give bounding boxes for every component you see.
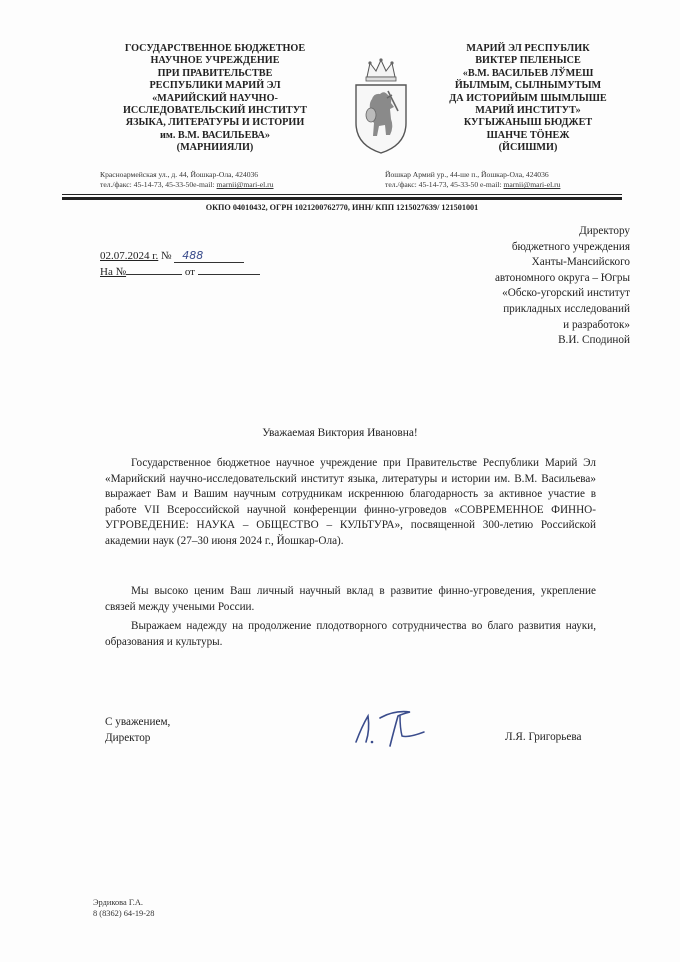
address-left-line2 (100, 180, 274, 190)
reference-date-blank (198, 274, 260, 275)
address-left-contacts: тел./факс: 45-14-73, 45-33-50e-mail: (100, 180, 217, 189)
addressee-line: В.И. Сподиной (558, 334, 630, 347)
salutation: Уважаемая Виктория Ивановна! (262, 427, 418, 439)
addressee-block (420, 224, 630, 349)
address-right-contacts: тел./факс: 45-14-73, 45-33-50 e-mail: (385, 180, 504, 189)
address-right-line1: Йошкар Армий ур., 44-ше п., Йошкар-Ола, 424036 (385, 170, 549, 179)
address-left (100, 170, 274, 190)
number-label: № (161, 250, 172, 262)
header-right-line: (ЙСИШМИ) (498, 142, 558, 154)
header-right-line: КУГЫЖАНЫШ БЮДЖЕТ (463, 117, 593, 129)
closing-block (105, 715, 170, 746)
registry-codes: ОКПО 04010432, ОГРН 1021200762770, ИНН/ КПП 1215027639/ 121501001 (205, 203, 479, 212)
header-left-line: ГОСУДАРСТВЕННОЕ БЮДЖЕТНОЕ (124, 43, 306, 54)
header-divider-thin (62, 194, 622, 195)
header-left-line: (МАРНИИЯЛИ) (176, 142, 254, 154)
header-right-line: ДА ИСТОРИЙЫМ ШЫМЛЫШЕ (449, 92, 607, 104)
body-paragraph-1 (105, 456, 596, 550)
header-right-block (428, 43, 628, 155)
header-left-line: РЕСПУБЛИКИ МАРИЙ ЭЛ (149, 80, 281, 92)
header-right-line: ЙЫЛМЫМ, СЫЛНЫМУТЫМ (454, 80, 602, 92)
mari-el-coat-of-arms-icon (350, 55, 412, 155)
address-right-line2 (385, 180, 560, 190)
header-left-line: ПРИ ПРАВИТЕЛЬСТВЕ (157, 67, 273, 79)
body-paragraph-3 (105, 619, 596, 650)
executor-name: Эрдикова Г.А. (93, 898, 143, 907)
from-label: от (184, 266, 195, 278)
letter-number: 488 (174, 249, 244, 263)
closing-position: Директор (105, 731, 151, 744)
addressee-line: бюджетного учреждения (511, 240, 630, 253)
header-left-block (95, 43, 335, 155)
header-right-line: МАРИЙ ЭЛ РЕСПУБЛИК (466, 43, 590, 54)
email-link[interactable]: marnii@mari-el.ru (503, 180, 561, 189)
signatory-name: Л.Я. Григорьева (505, 731, 582, 743)
handwritten-signature-icon (350, 702, 430, 750)
header-left-line: ЯЗЫКА, ЛИТЕРАТУРЫ И ИСТОРИИ (125, 117, 305, 129)
header-right-line: ВИКТЕР ПЕЛЕНЫСЕ (475, 55, 581, 67)
header-left-line: «МАРИЙСКИЙ НАУЧНО- (152, 92, 278, 104)
addressee-line: и разработок» (563, 318, 630, 331)
addressee-line: прикладных исследований (503, 302, 630, 315)
addressee-line: Директору (579, 225, 630, 237)
paragraph-text: Выражаем надежду на продолжение плодотворного сотрудничества во благо развития науки, образования и культуры. (105, 620, 596, 648)
email-link[interactable]: marnii@mari-el.ru (216, 180, 274, 189)
reference-number-blank (126, 274, 182, 275)
body-paragraph-2 (105, 584, 596, 615)
paragraph-text: Государственное бюджетное научное учреждение при Правительстве Республики Марий Эл «Марийский научно-исследовательский институт языка, литературы и истории им. В.М. Васильева» выражает Вам и Вашим научным сотрудникам искреннюю благодарность за активное участие в работе VII Всероссийской научной конференции финно-угроведов «СОВРЕМЕННОЕ ФИННО-УГРОВЕДЕНИЕ: НАУКА – ОБЩЕСТВО – КУЛЬТУРА», посвященной 300-летию Российской академии наук (27–30 июня 2024 г., Йошкар-Ола). (105, 457, 596, 547)
address-left-line1: Красноармейская ул., д. 44, Йошкар-Ола, 424036 (100, 170, 259, 179)
header-right-line: ШАНЧЕ ТӦНЕЖ (486, 129, 570, 141)
incoming-reference (100, 266, 260, 278)
header-left-line: им. В.М. ВАСИЛЬЕВА» (160, 129, 270, 141)
header-divider-thick (62, 197, 622, 200)
address-right (385, 170, 560, 190)
header-left-line: ИССЛЕДОВАТЕЛЬСКИЙ ИНСТИТУТ (123, 105, 307, 117)
closing-regards: С уважением, (105, 716, 171, 728)
header-right-line: МАРИЙ ИНСТИТУТ» (475, 105, 581, 117)
outgoing-registration (100, 249, 244, 263)
executor-block (93, 897, 154, 919)
paragraph-text: Мы высоко ценим Ваш личный научный вклад в развитие финно-угроведения, укрепление связей между учеными России. (105, 585, 596, 613)
addressee-line: «Обско-угорский институт (502, 287, 630, 300)
header-left-line: НАУЧНОЕ УЧРЕЖДЕНИЕ (150, 55, 280, 67)
letter-date: 02.07.2024 г. (100, 250, 159, 262)
addressee-line: автономного округа – Югры (494, 271, 630, 284)
executor-phone: 8 (8362) 64-19-28 (93, 909, 155, 918)
header-right-line: «В.М. ВАСИЛЬЕВ ЛЎМЕШ (462, 67, 594, 79)
addressee-line: Ханты-Мансийского (531, 256, 630, 269)
reference-label: На № (100, 266, 127, 278)
